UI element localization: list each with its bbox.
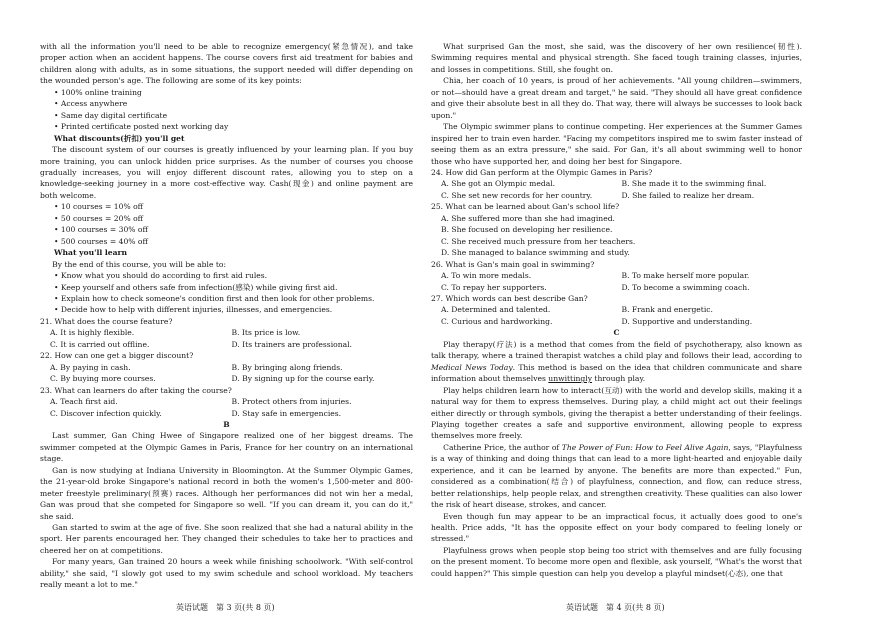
learn-item: • Decide how to help with different injuries, illnesses, and emergencies.	[54, 305, 333, 315]
option-d: D. She failed to realize her dream.	[621, 190, 755, 200]
question-24-options	[431, 178, 802, 201]
book-title: The Power of Fun: How to Feel Alive Again	[561, 442, 729, 452]
option-d: D. Its trainers are professional.	[231, 339, 352, 349]
option-b: B. To make herself more popular.	[621, 271, 750, 281]
passage-b-paragraph: Last summer, Gan Ching Hwee of Singapore realized one of her biggest dreams. The swimmer competed at the Olympic Games in Paris, France for her country on an international stage.	[40, 431, 413, 464]
discount-item: • 10 courses = 10% off	[54, 202, 144, 212]
right-column	[431, 41, 802, 579]
option-b: B. She focused on developing her resilience.	[441, 225, 613, 235]
feature-item: • 100% online training	[54, 87, 142, 97]
underlined-word: unwittingly	[548, 374, 593, 384]
passage-c-text: . This method is based on the idea that children communicate and share information about themselves	[431, 362, 802, 384]
question-21-options	[40, 327, 413, 350]
option-d: D. To become a swimming coach.	[621, 282, 750, 292]
heading-discounts: What discounts(折扣) you'll get	[54, 133, 185, 143]
source-title: Medical News Today	[431, 362, 513, 372]
option-c: C. Discover infection quickly.	[50, 408, 162, 418]
feature-item: • Same day digital certificate	[54, 110, 168, 120]
option-d: D. By signing up for the course early.	[231, 374, 375, 384]
learn-item: • Keep yourself and others safe from infection(感染) while giving first aid.	[54, 282, 338, 292]
question-22-options	[40, 362, 413, 385]
option-b: B. Protect others from injuries.	[231, 397, 352, 407]
discount-item: • 100 courses = 30% off	[54, 225, 148, 235]
feature-item: • Printed certificate posted next working day	[54, 122, 229, 132]
passage-b-paragraph: Gan is now studying at Indiana University in Bloomington. At the Summer Olympic Games, the 21-year-old broke Singapore's national record in both the women's 1,500-meter and 800-meter freestyle preliminary(预赛) races. Although her performances did not win her a medal, Gan was proud that she competed for Singapore so well. "If you can dream it, you can do it," she said.	[40, 465, 413, 521]
passage-c-paragraph	[431, 442, 802, 511]
passage-b-paragraph: What surprised Gan the most, she said, was the discovery of her own resilience(韧性). Swimming requires mental and physical strength. She faced tough training classes, injuries, and losses in competitions. Still, she fought on.	[431, 42, 802, 74]
option-d: D. Stay safe in emergencies.	[231, 408, 342, 418]
question-21: 21. What does the course feature?	[40, 316, 173, 326]
question-23: 23. What can learners do after taking the course?	[40, 385, 232, 395]
option-a: A. To win more medals.	[441, 271, 532, 281]
passage-c-text: Catherine Price, the author of	[443, 442, 562, 452]
passage-c-paragraph: Play helps children learn how to interact(互动) with the world and develop skills, making it a natural way for them to express themselves. During play, a child might act out their feelings either directly or through symbols, giving the therapist a better understanding of their feelings. Playing together creates a safe and supportive environment, allowing people to express themselves more freely.	[431, 385, 802, 441]
question-26: 26. What is Gan's main goal in swimming?	[431, 259, 595, 269]
passage-b-paragraph: For many years, Gan trained 20 hours a week while finishing schoolwork. "With self-control ability," she said, "I slowly got used to my swim schedule and school workload. My teachers really meant a lot to me."	[40, 557, 413, 590]
paragraph-a-intro: with all the information you'll need to be able to recognize emergency(紧急情况), and take proper action when an accident happens. The course covers first aid treatment for babies and children along with adults, as in some situations, the support needed will differ depending on the wounded person's age. The following are some of its key points:	[40, 42, 413, 86]
question-23-options	[40, 396, 413, 419]
option-b: B. Its price is low.	[231, 328, 301, 338]
option-a: A. Determined and talented.	[441, 305, 551, 315]
option-a: A. Teach first aid.	[50, 397, 118, 407]
passage-c-paragraph: Playfulness grows when people stop being too strict with themselves and are fully focusing on the present moment. To become more open and flexible, ask yourself, "What's the worst that could happen?" This simple question can help you develop a playful mindset(心态), one that	[431, 545, 802, 578]
question-25: 25. What can be learned about Gan's school life?	[431, 202, 620, 212]
option-c: C. By buying more courses.	[50, 374, 156, 384]
discount-item: • 500 courses = 40% off	[54, 236, 148, 246]
option-b: B. She made it to the swimming final.	[621, 179, 767, 189]
option-d: D. She managed to balance swimming and study.	[441, 248, 630, 258]
question-24: 24. How did Gan perform at the Olympic Games in Paris?	[431, 167, 653, 177]
page-footer-right: 英语试题 第 4 页(共 8 页)	[566, 603, 665, 612]
paragraph-learn: By the end of this course, you will be able to:	[52, 259, 227, 269]
question-27-options	[431, 304, 802, 327]
passage-c-text: , says, "Playfulness is a way of thinking and doing things that can lead to a more light-hearted and enjoyable daily experience, and it can be learned by anyone. The benefits are more than expected." Fun, considered as a combination(结合) of playfulness, connection, and flow, can reduce stress, better relationships, help people relax, and strengthen creativity. These qualities can also lower the risk of heart disease, strokes, and cancer.	[431, 442, 803, 510]
option-c: C. Curious and hardworking.	[441, 316, 553, 326]
section-label-b: B	[223, 419, 230, 429]
passage-b-paragraph: The Olympic swimmer plans to continue competing. Her experiences at the Summer Games inspired her to train even harder. "Facing my competitors inspired me to swim faster instead of seeing them as an extra pressure," she said. For Gan, it's all about swimming well to honor those who have supported her, and doing her best for Singapore.	[431, 122, 802, 166]
option-a: A. She suffered more than she had imagined.	[441, 213, 615, 223]
passage-c-paragraph: Even though fun may appear to be an impractical focus, it actually does good to one's health. Price adds, "It has the opposite effect on your body compared to feeling lonely or stressed."	[431, 511, 802, 544]
option-a: A. By paying in cash.	[50, 362, 131, 372]
left-column	[40, 41, 413, 591]
passage-c-text: through play.	[592, 374, 646, 384]
option-c: C. She set new records for her country.	[441, 190, 593, 200]
option-a: A. She got an Olympic medal.	[441, 179, 556, 189]
page-footer-left: 英语试题 第 3 页(共 8 页)	[176, 603, 275, 612]
question-26-options	[431, 270, 802, 293]
option-c: C. She received much pressure from her teachers.	[441, 236, 636, 246]
learn-item: • Explain how to check someone's condition first and then look for other problems.	[54, 293, 375, 303]
heading-learn: What you'll learn	[54, 248, 128, 258]
passage-c-paragraph	[431, 339, 802, 385]
paragraph-discounts: The discount system of our courses is greatly influenced by your learning plan. If you buy more training, you can unlock hidden price surprises. As the number of courses you choose gradually increases, you will enjoy different discount rates, allowing you to step on a knowledge-seeking journey in a more cost-effective way. Cash(现金) and online payment are both welcome.	[40, 145, 413, 200]
option-b: B. Frank and energetic.	[621, 305, 713, 315]
learn-item: • Know what you should do according to first aid rules.	[54, 271, 268, 281]
passage-c-text: Play therapy(疗法) is a method that comes from the field of psychotherapy, also known as talk therapy, where a trained therapist watches a child play and follows their lead, according to	[431, 339, 802, 361]
feature-item: • Access anywhere	[54, 99, 128, 109]
option-a: A. It is highly flexible.	[50, 328, 135, 338]
section-label-c: C	[613, 328, 620, 338]
question-27: 27. Which words can best describe Gan?	[431, 293, 588, 303]
option-b: B. By bringing along friends.	[231, 362, 343, 372]
option-d: D. Supportive and understanding.	[621, 316, 753, 326]
discount-item: • 50 courses = 20% off	[54, 213, 144, 223]
option-c: C. It is carried out offline.	[50, 339, 150, 349]
question-22: 22. How can one get a bigger discount?	[40, 351, 194, 361]
passage-b-paragraph: Chia, her coach of 10 years, is proud of her achievements. "All young children—swimmers, or not—should have a great dream and target," he said. "They should all have great confidence and give their absolute best in all they do. That way, there will always be successes to look back upon."	[431, 76, 802, 120]
passage-b-paragraph: Gan started to swim at the age of five. She soon realized that she had a natural ability in the sport. Her parents encouraged her. They changed their schedules to take her to practices and cheered her on at competitions.	[40, 523, 413, 555]
option-c: C. To repay her supporters.	[441, 282, 547, 292]
